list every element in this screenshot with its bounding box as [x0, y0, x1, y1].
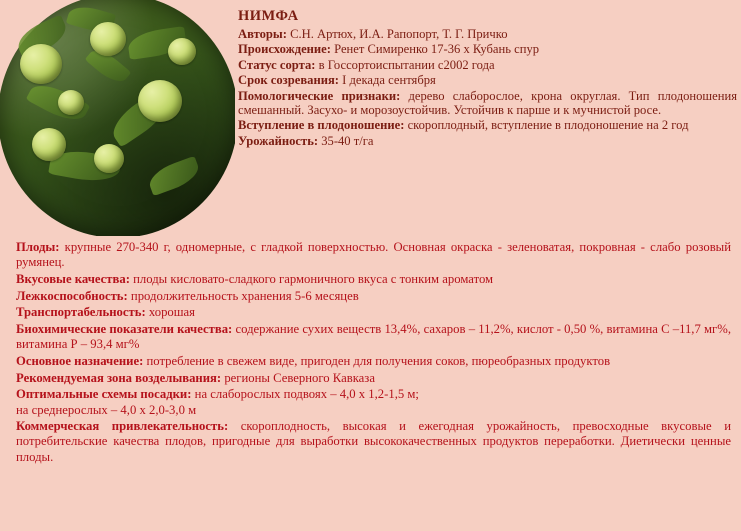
detail-value-keeping-quality: продолжительность хранения 5-6 месяцев: [127, 288, 359, 303]
header-value-status: в Госсортоиспытании с2002 года: [315, 57, 495, 72]
detail-value-main-use: потребление в свежем виде, пригоден для получения соков, пюреобразных продуктов: [143, 353, 611, 368]
apple-fruit: [20, 44, 62, 84]
apple-fruit: [168, 38, 196, 65]
apple-fruit: [138, 80, 182, 122]
detail-label-taste: Вкусовые качества:: [16, 271, 130, 286]
detail-value-planting-schemes: на слаборослых подвоях – 4,0 х 1,2-1,5 м;: [191, 387, 419, 402]
header-value-fruiting-entry: скороплодный, вступление в плодоношение на 2 год: [404, 118, 689, 133]
header-label-pomological: Помологические признаки:: [238, 88, 401, 103]
detail-value-recommended-zone: регионы Северного Кавказа: [221, 370, 375, 385]
detail-row-planting-schemes: [16, 387, 731, 402]
header-label-origin: Происхождение:: [238, 42, 331, 57]
header-label-status: Статус сорта:: [238, 57, 316, 72]
header-row-origin: [238, 42, 737, 56]
header-row-fruiting-entry: [238, 118, 737, 132]
header-label-fruiting-entry: Вступление в плодоношение:: [238, 118, 405, 133]
header-row-authors: [238, 27, 737, 41]
detail-value-commercial-appeal: скороплодность, высокая и ежегодная урожайность, превосходные вкусовые и потребительские качества плодов, пригодные для выработки высококачественных продуктов переработки. Диетически ценные плоды.: [16, 419, 731, 464]
header-label-authors: Авторы:: [238, 27, 287, 41]
detail-label-keeping-quality: Лежкоспособность:: [16, 288, 128, 303]
detail-value-taste: плоды кисловато-сладкого гармоничного вкуса с тонким ароматом: [129, 271, 494, 286]
detail-row-recommended-zone: [16, 371, 731, 386]
header-row-ripening: [238, 73, 737, 87]
detail-label-planting-schemes: Оптимальные схемы посадки:: [16, 387, 192, 402]
header-value-authors: С.Н. Артюх, И.А. Рапопорт, Т. Г. Причко: [286, 27, 508, 41]
detail-row-biochemistry: [16, 322, 731, 352]
detail-value-biochemistry: содержание сухих веществ 13,4%, сахаров – 11,2%, кислот - 0,50 %, витамина С –11,7 мг%, витамина Р – 93,4 мг%: [16, 322, 731, 352]
detail-row-taste: [16, 272, 731, 287]
detail-label-fruits: Плоды:: [16, 240, 60, 254]
detail-value-fruits: крупные 270-340 г, одномерные, с гладкой поверхностью. Основная окраска - зеленоватая, покровная - слабо розовый румянец.: [16, 240, 731, 270]
apple-fruit: [90, 22, 126, 56]
header-value-ripening: I декада сентября: [338, 73, 436, 88]
header-value-yield: 35-40 т/га: [318, 133, 374, 148]
header-label-ripening: Срок созревания:: [238, 73, 339, 88]
header-value-origin: Ренет Симиренко 17-36 х Кубань спур: [330, 42, 540, 57]
photo-circle: [0, 0, 235, 236]
detail-label-recommended-zone: Рекомендуемая зона возделывания:: [16, 370, 222, 385]
apple-fruit: [58, 90, 84, 115]
header-row-yield: [238, 134, 737, 148]
detail-label-commercial-appeal: Коммерческая привлекательность:: [16, 419, 229, 434]
apple-fruit: [32, 128, 66, 161]
variety-details: [16, 240, 731, 466]
detail-row-keeping-quality: [16, 289, 731, 304]
top-section: [0, 0, 741, 238]
header-row-pomological: [238, 89, 737, 118]
variety-header: [238, 8, 737, 149]
detail-label-biochemistry: Биохимические показатели качества:: [16, 322, 233, 337]
detail-value-transportability: хорошая: [145, 305, 195, 320]
detail-row-transportability: [16, 305, 731, 320]
header-value-pomological: дерево слаборослое, крона округлая. Тип плодоношения смешанный. Засухо- и морозоустойчив. Устойчив к парше и к мучнистой росе.: [238, 88, 737, 118]
detail-label-transportability: Транспортабельность:: [16, 305, 146, 320]
detail-row-main-use: [16, 354, 731, 369]
detail-row-commercial-appeal: [16, 419, 731, 465]
detail-row-fruits: [16, 240, 731, 270]
detail-label-main-use: Основное назначение:: [16, 353, 144, 368]
apple-fruit: [94, 144, 124, 173]
detail-row-planting-schemes-cont: [16, 403, 731, 418]
leaf-icon: [145, 156, 202, 196]
detail-value-planting-schemes-cont: на среднерослых – 4,0 х 2,0-3,0 м: [16, 402, 197, 417]
apple-tree-photo: [0, 0, 235, 236]
header-row-status: [238, 58, 737, 72]
header-label-yield: Урожайность:: [238, 133, 319, 148]
page-title: НИМФА: [238, 8, 299, 24]
